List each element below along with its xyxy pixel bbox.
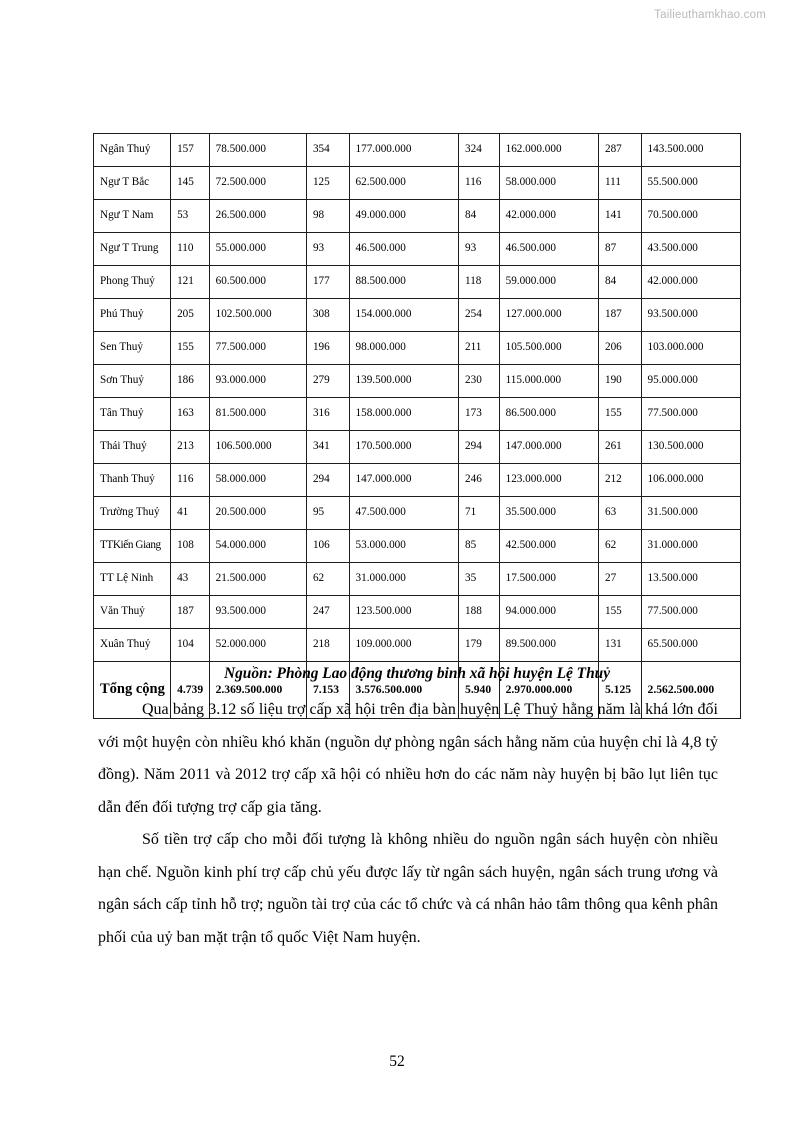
total-cell-c6: 2.970.000.000 [499,662,598,719]
cell-c5: 254 [459,299,500,332]
cell-c1: 116 [171,464,210,497]
row-label: Ngư T Bắc [94,167,171,200]
cell-c4: 53.000.000 [349,530,459,563]
table-row [94,266,741,299]
cell-c2: 21.500.000 [209,563,306,596]
cell-c5: 294 [459,431,500,464]
cell-c2: 77.500.000 [209,332,306,365]
row-label: Thanh Thuỷ [94,464,171,497]
cell-c8: 55.500.000 [641,167,740,200]
cell-c5: 246 [459,464,500,497]
cell-c2: 55.000.000 [209,233,306,266]
cell-c7: 155 [598,596,641,629]
cell-c8: 43.500.000 [641,233,740,266]
cell-c3: 98 [306,200,349,233]
cell-c6: 127.000.000 [499,299,598,332]
table-row [94,365,741,398]
cell-c4: 88.500.000 [349,266,459,299]
cell-c3: 106 [306,530,349,563]
total-cell-c7: 5.125 [598,662,641,719]
cell-c3: 177 [306,266,349,299]
cell-c7: 206 [598,332,641,365]
cell-c7: 212 [598,464,641,497]
cell-c7: 62 [598,530,641,563]
cell-c3: 354 [306,134,349,167]
cell-c3: 196 [306,332,349,365]
cell-c2: 93.500.000 [209,596,306,629]
cell-c8: 31.500.000 [641,497,740,530]
cell-c6: 17.500.000 [499,563,598,596]
row-label: Phong Thuỷ [94,266,171,299]
table-source-caption: Nguồn: Phòng Lao động thương binh xã hội huyện Lệ Thuỷ [223,665,611,682]
paragraph-1: Qua bảng 3.12 số liệu trợ cấp xã hội trên địa bàn huyện Lệ Thuỷ hằng năm là khá lớn đối với một huyện còn nhiều khó khăn (nguồn dự phòng ngân sách hằng năm của huyện chỉ là 4,8 tỷ đồng). Năm 2011 và 2012 trợ cấp xã hội có nhiều hơn do các năm này huyện bị bão lụt liên tục dẫn đến đối tượng trợ cấp gia tăng. [98,701,718,816]
table-row [94,398,741,431]
cell-c4: 123.500.000 [349,596,459,629]
cell-c6: 94.000.000 [499,596,598,629]
cell-c5: 116 [459,167,500,200]
cell-c2: 20.500.000 [209,497,306,530]
cell-c6: 42.000.000 [499,200,598,233]
cell-c8: 93.500.000 [641,299,740,332]
row-label: Ngư T Nam [94,200,171,233]
cell-c8: 77.500.000 [641,596,740,629]
cell-c3: 316 [306,398,349,431]
cell-c4: 47.500.000 [349,497,459,530]
cell-c4: 98.000.000 [349,332,459,365]
row-label: Trường Thuỷ [94,497,171,530]
cell-c4: 46.500.000 [349,233,459,266]
cell-c7: 87 [598,233,641,266]
row-label: Xuân Thuỷ [94,629,171,662]
cell-c3: 218 [306,629,349,662]
cell-c7: 141 [598,200,641,233]
cell-c8: 103.000.000 [641,332,740,365]
table-row [94,629,741,662]
total-cell-c1: 4.739 [171,662,210,719]
cell-c8: 70.500.000 [641,200,740,233]
row-label: Ngư T Trung [94,233,171,266]
cell-c1: 145 [171,167,210,200]
cell-c1: 108 [171,530,210,563]
cell-c5: 118 [459,266,500,299]
total-cell-c2: 2.369.500.000 [209,662,306,719]
cell-c3: 95 [306,497,349,530]
cell-c6: 162.000.000 [499,134,598,167]
cell-c2: 54.000.000 [209,530,306,563]
cell-c8: 106.000.000 [641,464,740,497]
cell-c2: 81.500.000 [209,398,306,431]
cell-c6: 42.500.000 [499,530,598,563]
cell-c3: 93 [306,233,349,266]
row-label: TT Lệ Ninh [94,563,171,596]
cell-c5: 230 [459,365,500,398]
cell-c1: 41 [171,497,210,530]
cell-c5: 84 [459,200,500,233]
cell-c1: 110 [171,233,210,266]
cell-c3: 62 [306,563,349,596]
cell-c7: 287 [598,134,641,167]
cell-c5: 324 [459,134,500,167]
cell-c4: 139.500.000 [349,365,459,398]
cell-c4: 31.000.000 [349,563,459,596]
cell-c3: 308 [306,299,349,332]
table-row [94,167,741,200]
table-row [94,200,741,233]
row-label: Thái Thuỷ [94,431,171,464]
table-row [94,464,741,497]
cell-c2: 78.500.000 [209,134,306,167]
table-row [94,596,741,629]
cell-c6: 58.000.000 [499,167,598,200]
cell-c4: 62.500.000 [349,167,459,200]
cell-c7: 187 [598,299,641,332]
cell-c6: 105.500.000 [499,332,598,365]
cell-c7: 131 [598,629,641,662]
table-row [94,299,741,332]
table-row [94,233,741,266]
row-label: Tân Thuỷ [94,398,171,431]
table-row [94,431,741,464]
cell-c1: 163 [171,398,210,431]
cell-c4: 177.000.000 [349,134,459,167]
cell-c1: 53 [171,200,210,233]
cell-c1: 213 [171,431,210,464]
cell-c4: 109.000.000 [349,629,459,662]
cell-c6: 46.500.000 [499,233,598,266]
cell-c3: 294 [306,464,349,497]
cell-c1: 155 [171,332,210,365]
cell-c2: 93.000.000 [209,365,306,398]
watermark-text: Tailieuthamkhao.com [654,9,766,21]
cell-c1: 157 [171,134,210,167]
row-label: TTKiến Giang [94,530,171,563]
table-body [94,134,741,719]
cell-c2: 72.500.000 [209,167,306,200]
cell-c8: 31.000.000 [641,530,740,563]
cell-c3: 247 [306,596,349,629]
cell-c8: 77.500.000 [641,398,740,431]
cell-c5: 71 [459,497,500,530]
cell-c6: 35.500.000 [499,497,598,530]
cell-c1: 187 [171,596,210,629]
total-cell-c4: 3.576.500.000 [349,662,459,719]
total-label: Tổng cộng [94,662,171,719]
table-row [94,497,741,530]
cell-c5: 93 [459,233,500,266]
cell-c7: 84 [598,266,641,299]
cell-c2: 52.000.000 [209,629,306,662]
cell-c4: 154.000.000 [349,299,459,332]
cell-c1: 205 [171,299,210,332]
cell-c5: 211 [459,332,500,365]
table-row [94,332,741,365]
row-label: Ngân Thuỷ [94,134,171,167]
cell-c2: 58.000.000 [209,464,306,497]
table-row [94,134,741,167]
cell-c2: 60.500.000 [209,266,306,299]
row-label: Phú Thuỷ [94,299,171,332]
cell-c4: 170.500.000 [349,431,459,464]
cell-c7: 63 [598,497,641,530]
row-label: Sen Thuỷ [94,332,171,365]
total-cell-c8: 2.562.500.000 [641,662,740,719]
cell-c8: 95.000.000 [641,365,740,398]
cell-c4: 49.000.000 [349,200,459,233]
cell-c5: 35 [459,563,500,596]
cell-c8: 65.500.000 [641,629,740,662]
page-number: 52 [389,1053,405,1070]
cell-c4: 158.000.000 [349,398,459,431]
social-subsidy-table [93,133,741,719]
cell-c5: 179 [459,629,500,662]
cell-c5: 173 [459,398,500,431]
cell-c6: 89.500.000 [499,629,598,662]
cell-c8: 13.500.000 [641,563,740,596]
cell-c3: 341 [306,431,349,464]
cell-c5: 85 [459,530,500,563]
paragraph-2: Số tiền trợ cấp cho mỗi đối tượng là không nhiều do nguồn ngân sách huyện còn nhiều hạn chế. Nguồn kinh phí trợ cấp chủ yếu được lấy từ ngân sách huyện, ngân sách trung ương và ngân sách cấp tỉnh hỗ trợ; nguồn tài trợ của các tổ chức và cá nhân hảo tâm thông qua kênh phân phối của uỷ ban mặt trận tổ quốc Việt Nam huyện. [98,831,718,946]
total-cell-c3: 7.153 [306,662,349,719]
row-label: Văn Thuỷ [94,596,171,629]
cell-c2: 26.500.000 [209,200,306,233]
cell-c1: 121 [171,266,210,299]
cell-c8: 130.500.000 [641,431,740,464]
cell-c1: 186 [171,365,210,398]
cell-c8: 42.000.000 [641,266,740,299]
cell-c6: 123.000.000 [499,464,598,497]
row-label: Sơn Thuỷ [94,365,171,398]
cell-c2: 102.500.000 [209,299,306,332]
cell-c6: 86.500.000 [499,398,598,431]
cell-c5: 188 [459,596,500,629]
cell-c7: 261 [598,431,641,464]
social-subsidy-table-container [93,133,741,719]
body-text [98,694,718,954]
cell-c3: 279 [306,365,349,398]
total-cell-c5: 5.940 [459,662,500,719]
cell-c7: 155 [598,398,641,431]
cell-c1: 104 [171,629,210,662]
cell-c7: 27 [598,563,641,596]
cell-c8: 143.500.000 [641,134,740,167]
cell-c6: 147.000.000 [499,431,598,464]
table-row [94,530,741,563]
cell-c7: 111 [598,167,641,200]
table-row [94,563,741,596]
cell-c2: 106.500.000 [209,431,306,464]
cell-c3: 125 [306,167,349,200]
cell-c1: 43 [171,563,210,596]
cell-c6: 115.000.000 [499,365,598,398]
cell-c6: 59.000.000 [499,266,598,299]
cell-c4: 147.000.000 [349,464,459,497]
cell-c7: 190 [598,365,641,398]
